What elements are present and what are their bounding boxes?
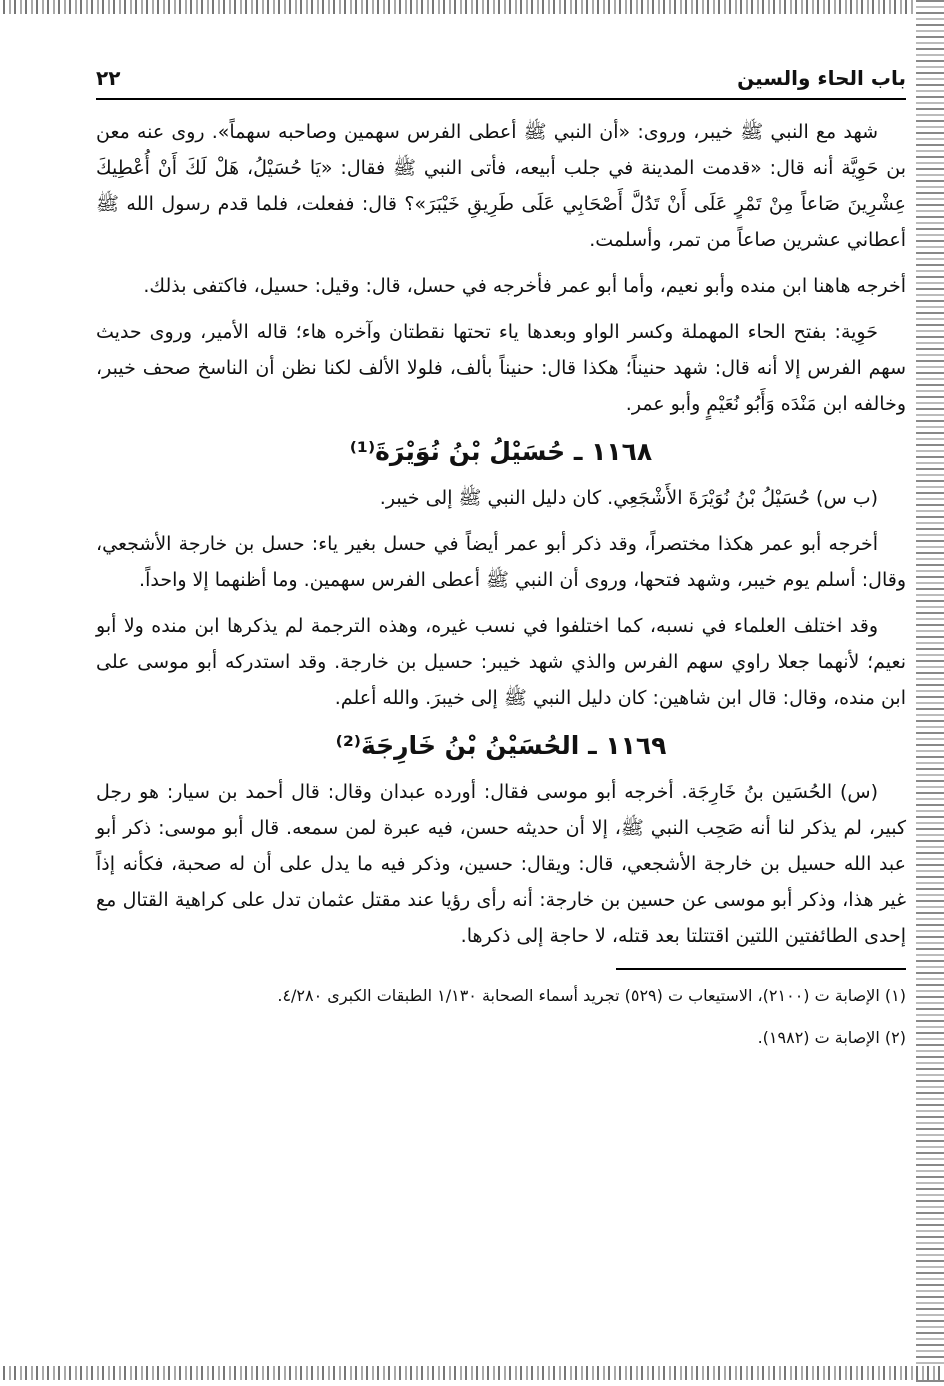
entry-heading-1169: ١١٦٩ ـ الحُسَيْنُ بْنُ خَارِجَةَ⁽²⁾	[335, 731, 667, 760]
decorative-border-top	[0, 0, 944, 14]
footnote: (٢) الإصابة ت (١٩٨٢).	[757, 1028, 906, 1047]
paragraph: حَوِية: بفتح الحاء المهملة وكسر الواو وبعدها ياء تحتها نقطتان وآخره هاء؛ قاله الأمير، وروى حديث سهم الفرس إلا أنه قال: شهد حنيناً؛ هكذا قال: حنيناً بألف، فلولا الألف لكنا نظن أن الناسخ صحف خيبر، وخالفه ابن مَنْدَه وَأَبُو نُعَيْمٍ وأبو عمر.	[96, 321, 906, 415]
decorative-border-right	[916, 0, 944, 1386]
running-header	[96, 62, 906, 96]
footnote: (١) الإصابة ت (٢١٠٠)، الاستيعاب ت (٥٢٩) تجريد أسماء الصحابة ١/١٣٠ الطبقات الكبرى ٤/٢٨٠.	[277, 986, 906, 1005]
page-number: ٢٢	[96, 66, 121, 90]
paragraph: وقد اختلف العلماء في نسبه، كما اختلفوا في نسب غيره، وهذه الترجمة لم يذكرها ابن منده ولا أبو نعيم؛ لأنهما جعلا راوي سهم الفرس والذي شهد خيبر: حسيل بن خارجة. وقد استدركه أبو موسى على ابن منده، وقال: قال ابن شاهين: كان دليل النبي ﷺ إلى خيبرَ. والله أعلم.	[96, 615, 906, 709]
page-body	[96, 114, 906, 1064]
paragraph: (ب س) حُسَيْلُ بْنُ نُوَيْرَةَ الأَشْجَعِي. كان دليل النبي ﷺ إلى خيبر.	[379, 487, 878, 509]
paragraph: (س) الحُسَين بنُ خَارِجَة. أخرجه أبو موسى فقال: أورده عبدان وقال: قال أحمد بن سيار: هو رجل كبير، لم يذكر لنا أنه صَحِب النبي ﷺ، إلا أن حديثه حسن، فيه عبرة لمن سمعه. قال أبو موسى: ذكر أبو عبد الله حسيل بن خارجة الأشجعي، قال: ويقال: حسين، وذكر فيه ما يدل على أن له صحبة، فكأنه إذاً غير هذا، وذكر أبو موسى عن حسين بن خارجة: أنه رأى رؤيا عند مقتل عثمان تدل على كراهية القتال مع إحدى الطائفتين اللتين اقتتلتا بعد قتله، لا حاجة إلى ذكرها.	[96, 781, 906, 947]
paragraph: أخرجه أبو عمر هكذا مختصراً، وقد ذكر أبو عمر أيضاً في حسل بغير ياء: حسل بن خارجة الأشجعي، وقال: أسلم يوم خيبر، وشهد فتحها، وروى أن النبي ﷺ أعطى الفرس سهمين. وما أظنهما إلا واحداً.	[96, 533, 906, 591]
footnote-rule	[616, 968, 906, 970]
paragraph: أخرجه هاهنا ابن منده وأبو نعيم، وأما أبو عمر فأخرجه في حسل، قال: وقيل: حسيل، فاكتفى بذلك.	[143, 275, 906, 297]
book-page	[96, 62, 906, 1352]
entry-heading-1168: ١١٦٨ ـ حُسَيْلُ بْنُ نُوَيْرَةَ⁽¹⁾	[349, 437, 653, 466]
header-rule	[96, 98, 906, 100]
chapter-title: باب الحاء والسين	[737, 66, 906, 90]
decorative-border-bottom	[0, 1366, 944, 1380]
paragraph: شهد مع النبي ﷺ خيبر، وروى: «أن النبي ﷺ أعطى الفرس سهمين وصاحبه سهماً». روى عنه معن بن حَوِيَّة أنه قال: «قدمت المدينة في جلب أبيعه، فأتى النبي ﷺ فقال: «يَا حُسَيْلُ، هَلْ لَكَ أَنْ أُعْطِيكَ عِشْرِينَ صَاعاً مِنْ تَمْرٍ عَلَى أَنْ تَدُلَّ أَصْحَابِي عَلَى طَرِيقِ خَيْبَرَ»؟ قال: ففعلت، فلما قدم رسول الله ﷺ أعطاني عشرين صاعاً من تمر، وأسلمت.	[96, 121, 906, 251]
